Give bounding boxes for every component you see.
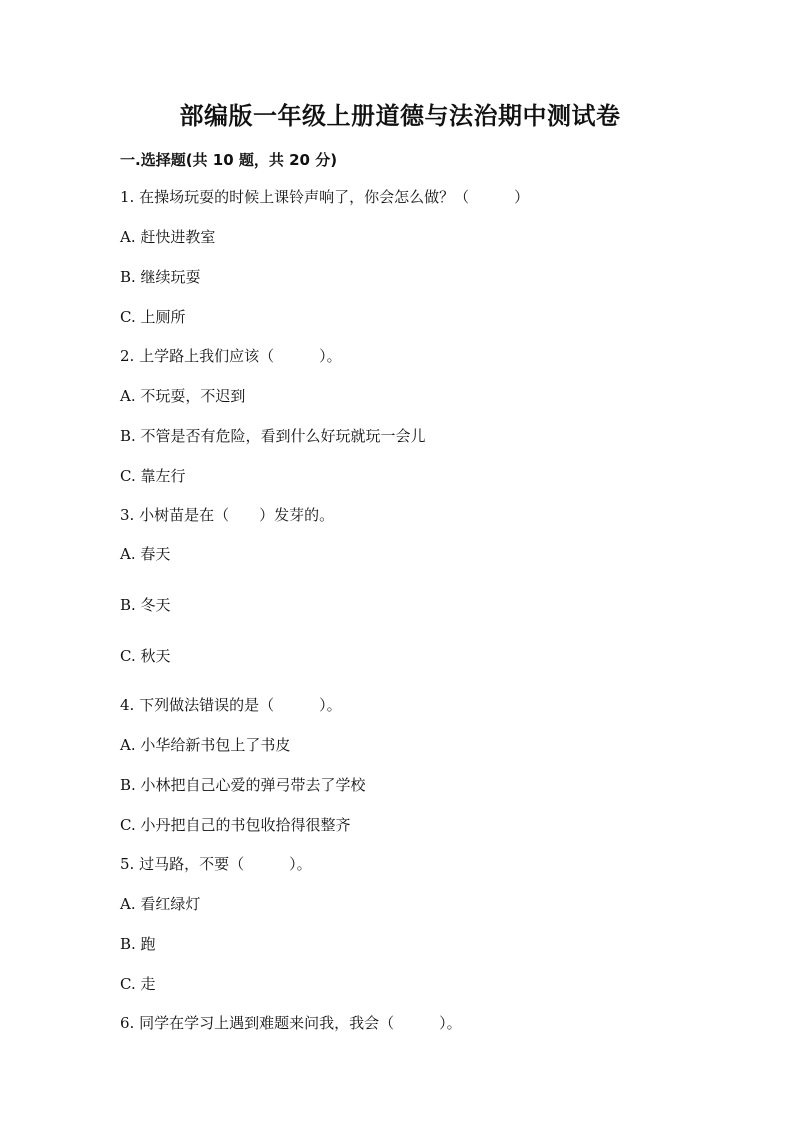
question-1-option-a: A. 赶快进教室 <box>120 228 216 246</box>
question-2-option-a: A. 不玩耍，不迟到 <box>120 387 246 405</box>
question-3-option-b: B. 冬天 <box>120 596 171 614</box>
question-2-option-b: B. 不管是否有危险，看到什么好玩就玩一会儿 <box>120 427 426 445</box>
question-3-option-a: A. 春天 <box>120 545 171 563</box>
question-5-option-c: C. 走 <box>120 975 156 993</box>
question-3-option-c: C. 秋天 <box>120 647 171 665</box>
question-2-stem: 2. 上学路上我们应该（ ）。 <box>120 347 342 365</box>
question-1-option-b: B. 继续玩耍 <box>120 268 201 286</box>
question-6-stem: 6. 同学在学习上遇到难题来问我，我会（ ）。 <box>120 1014 462 1032</box>
question-4-option-a: A. 小华给新书包上了书皮 <box>120 736 291 754</box>
question-2-option-c: C. 靠左行 <box>120 467 186 485</box>
question-5-option-a: A. 看红绿灯 <box>120 895 201 913</box>
question-4-option-c: C. 小丹把自己的书包收拾得很整齐 <box>120 816 351 834</box>
question-4-option-b: B. 小林把自己心爱的弹弓带去了学校 <box>120 776 366 794</box>
question-3-stem: 3. 小树苗是在（ ）发芽的。 <box>120 506 335 524</box>
page-title: 部编版一年级上册道德与法治期中测试卷 <box>179 101 621 130</box>
question-1-stem: 1. 在操场玩耍的时候上课铃声响了，你会怎么做？（ ） <box>120 188 530 206</box>
question-5-stem: 5. 过马路，不要（ ）。 <box>120 855 312 873</box>
section-heading: 一.选择题(共 10 题，共 20 分) <box>120 151 338 169</box>
question-1-option-c: C. 上厕所 <box>120 308 186 326</box>
question-4-stem: 4. 下列做法错误的是（ ）。 <box>120 696 342 714</box>
question-5-option-b: B. 跑 <box>120 935 156 953</box>
